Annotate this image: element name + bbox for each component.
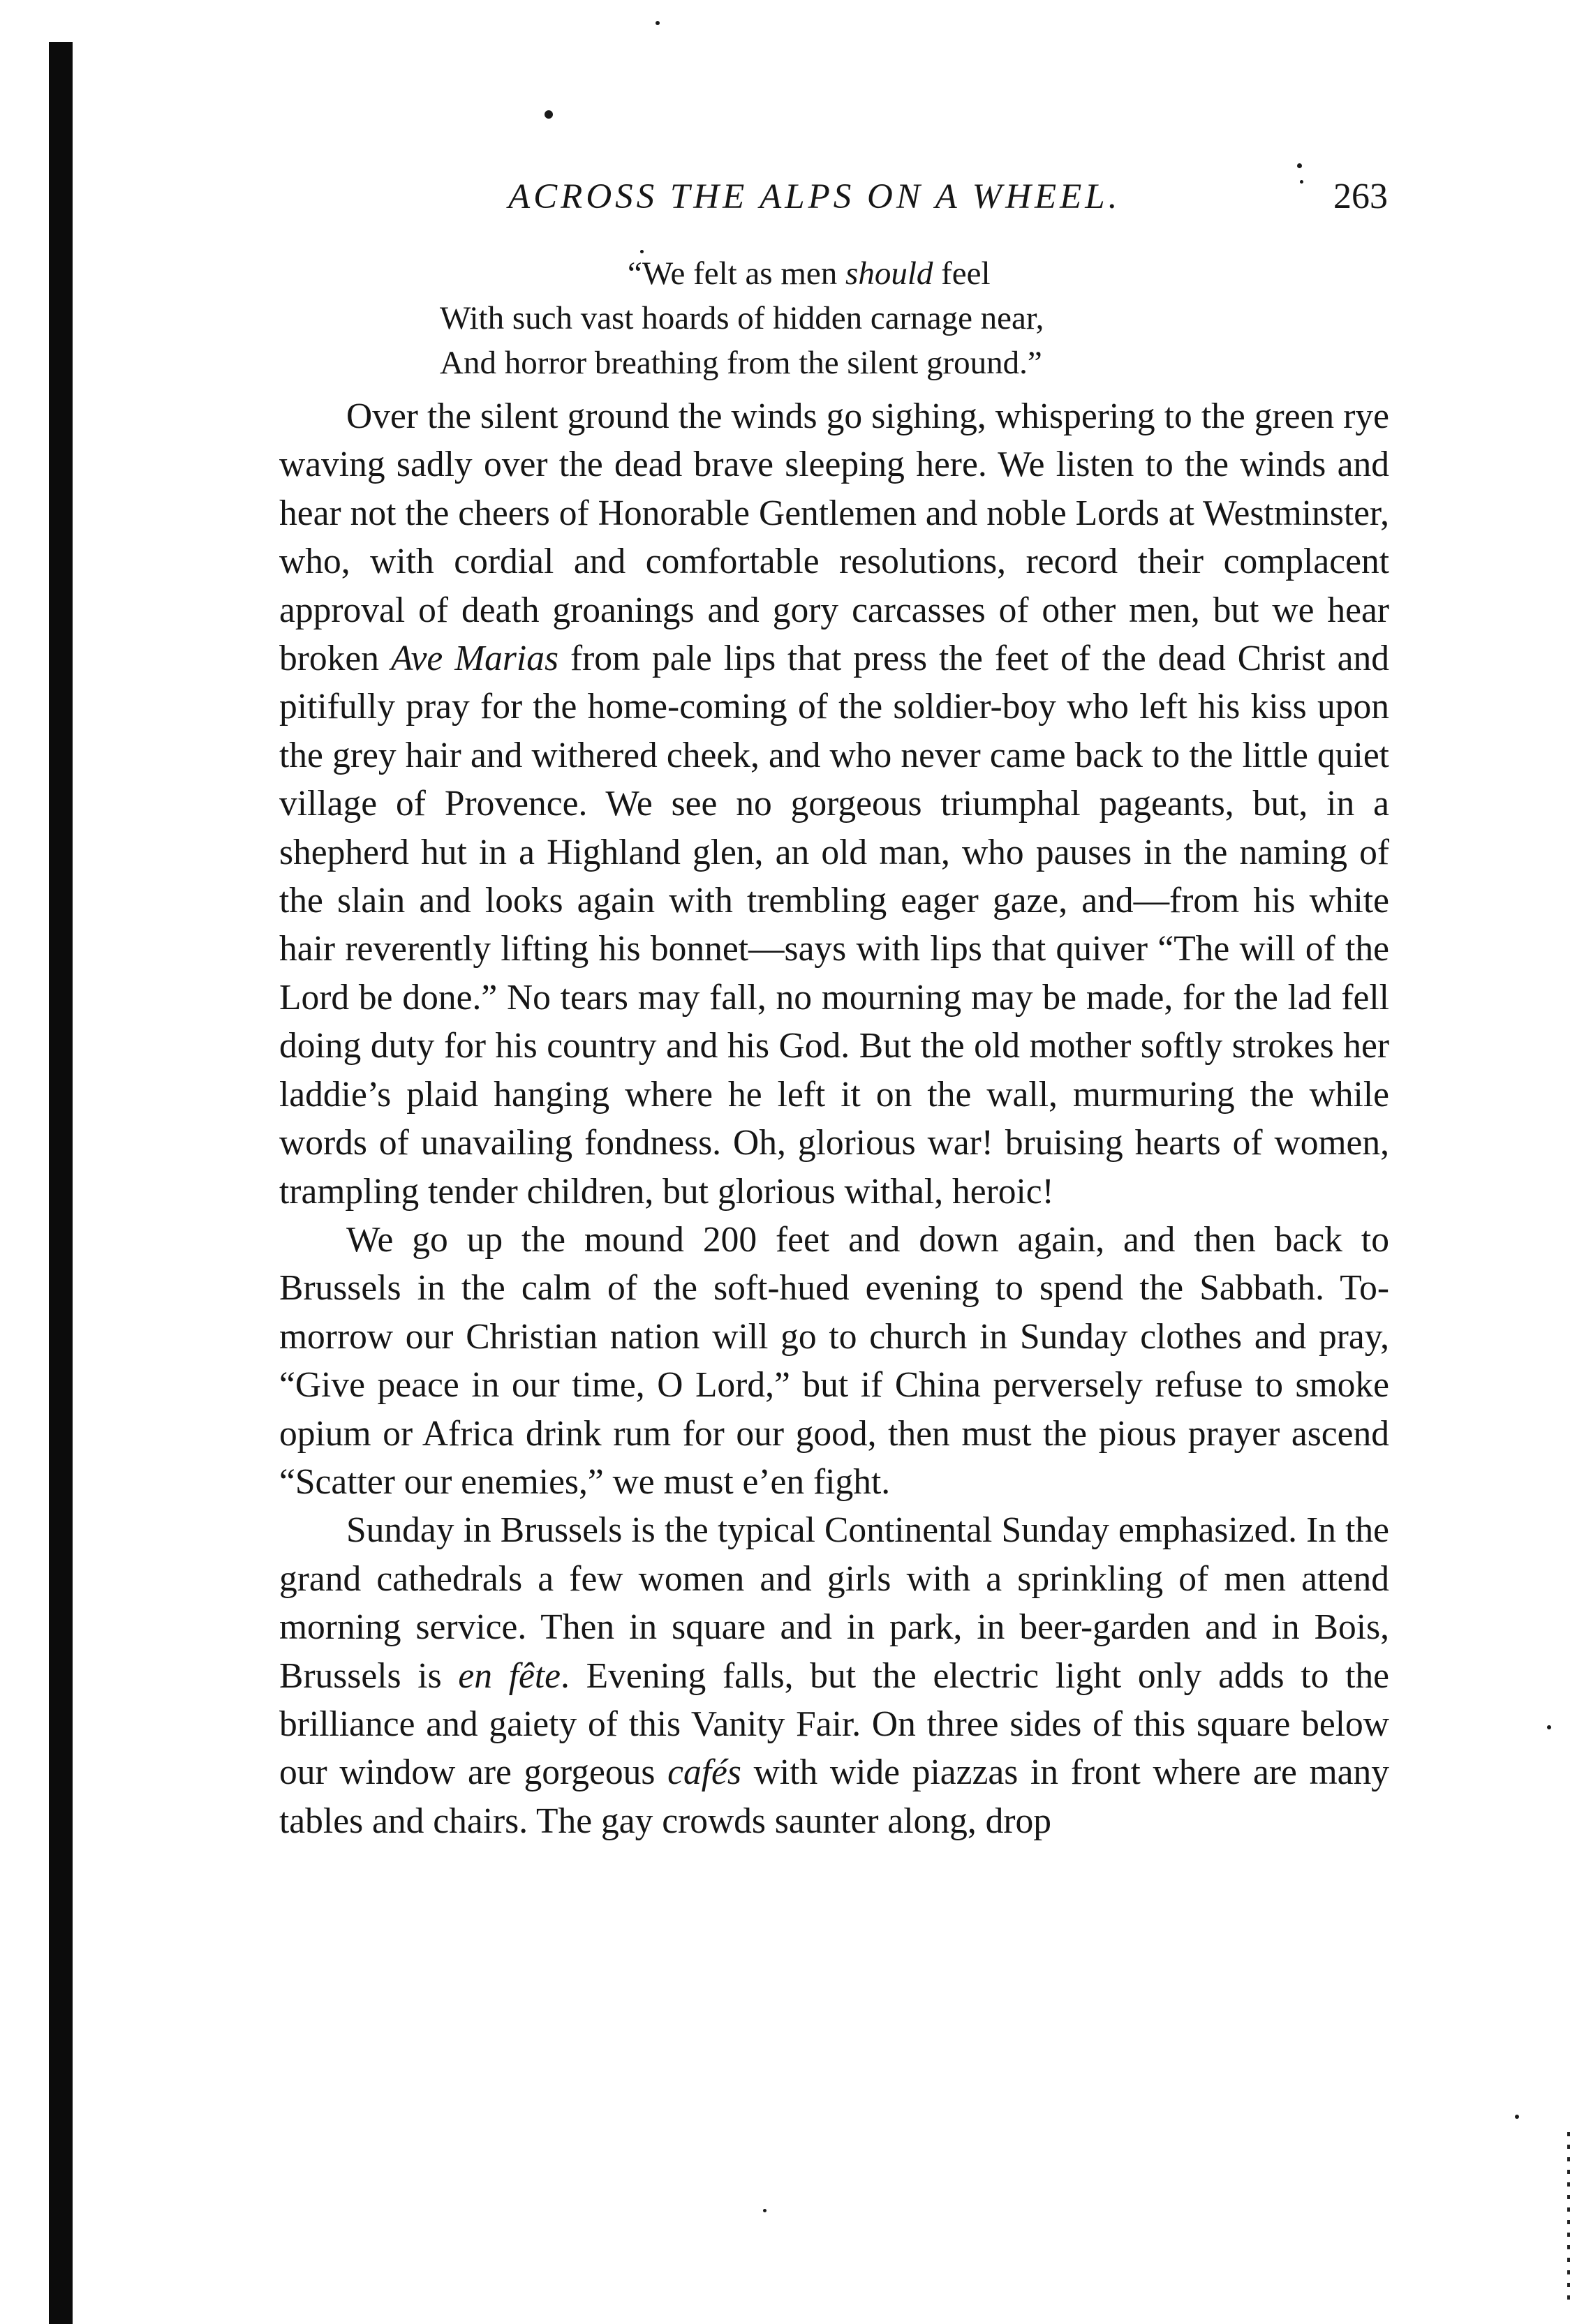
- paragraph-text: from pale lips that press the feet of the dead Christ and pitifully pray for the home-coming of the soldier-boy who left his kiss upon the grey hair and withered cheek, and who never came back to the little quiet village of Provence. We see no gorgeous triumphal pageants, but, in a shepherd hut in a Highland glen, an old man, who pauses in the naming of the slain and looks again with trembling eager gaze, and—from his white hair reverently lifting his bonnet—says with lips that quiver “The will of the Lord be done.” No tears may fall, no mourning may be made, for the lad fell doing duty for his country and his God. But the old mother softly strokes her laddie’s plaid hanging where he left it on the wall, murmuring the while words of unavailing fondness. Oh, glorious war! bruising hearts of women, trampling tender children, but glorious withal, heroic!: [279, 639, 1390, 1212]
- paragraph-text: . Evening falls, but the electric light only adds to the brilliance and gaiety of this Vanity Fair. On three sides of this square below our window are gorgeous: [279, 1655, 1389, 1793]
- paragraph-text: with wide piazzas in front where are many tables and chairs. The gay crowds saunter along, drop: [279, 1752, 1389, 1841]
- paragraph-emphasis: Ave Marias: [390, 639, 559, 679]
- scan-speck: [1297, 163, 1302, 168]
- body-text: [279, 392, 1389, 1845]
- scan-speck: [545, 110, 553, 119]
- epigraph: [440, 251, 1264, 385]
- epigraph-line-text: “We felt as men: [628, 255, 846, 292]
- scan-speck: [1515, 2115, 1519, 2119]
- paragraph: [279, 1506, 1389, 1845]
- paragraph-emphasis: en fête: [458, 1655, 561, 1696]
- scan-edge-marks: [1567, 2132, 1570, 2307]
- epigraph-line: With such vast hoards of hidden carnage near,: [440, 300, 1044, 336]
- binding-edge: [49, 42, 73, 2324]
- scan-speck: [656, 21, 660, 25]
- paragraph-emphasis: cafés: [667, 1752, 741, 1793]
- epigraph-line: And horror breathing from the silent ground.”: [440, 345, 1042, 381]
- epigraph-line-text: feel: [933, 255, 991, 292]
- paragraph: [279, 392, 1389, 1216]
- scan-speck: [763, 2209, 767, 2212]
- paragraph-text: Sunday in Brussels is the typical Continental Sunday emphasized. In the grand cathedrals a few women and girls with a sprinkling of men attend morning service. Then in square and in park, in beer-garden and in Bois, Brussels is: [279, 1510, 1389, 1696]
- scan-speck: [1547, 1725, 1551, 1729]
- paragraph-text: Over the silent ground the winds go sighing, whispering to the green rye waving sadly over the dead brave sleeping here. We listen to the winds and hear not the cheers of Honorable Gentlemen and noble Lords at Westminster, who, with cordial and comfortable resolutions, record their complacent approval of death groanings and gory carcasses of other men, but we hear broken: [279, 396, 1389, 679]
- running-head: [0, 169, 1577, 225]
- epigraph-line: [440, 251, 1264, 296]
- epigraph-emphasis: should: [845, 255, 933, 292]
- paragraph: We go up the mound 200 feet and down again, and then back to Brussels in the calm of the soft-hued evening to spend the Sabbath. To-morrow our Christian nation will go to church in Sunday clothes and pray, “Give peace in our time, O Lord,” but if China perversely refuse to smoke opium or Africa drink rum for our good, then must the pious prayer ascend “Scatter our enemies,” we must e’en fight.: [279, 1219, 1389, 1502]
- page-number: 263: [1333, 177, 1388, 216]
- running-title: ACROSS THE ALPS ON A WHEEL.: [508, 177, 1121, 216]
